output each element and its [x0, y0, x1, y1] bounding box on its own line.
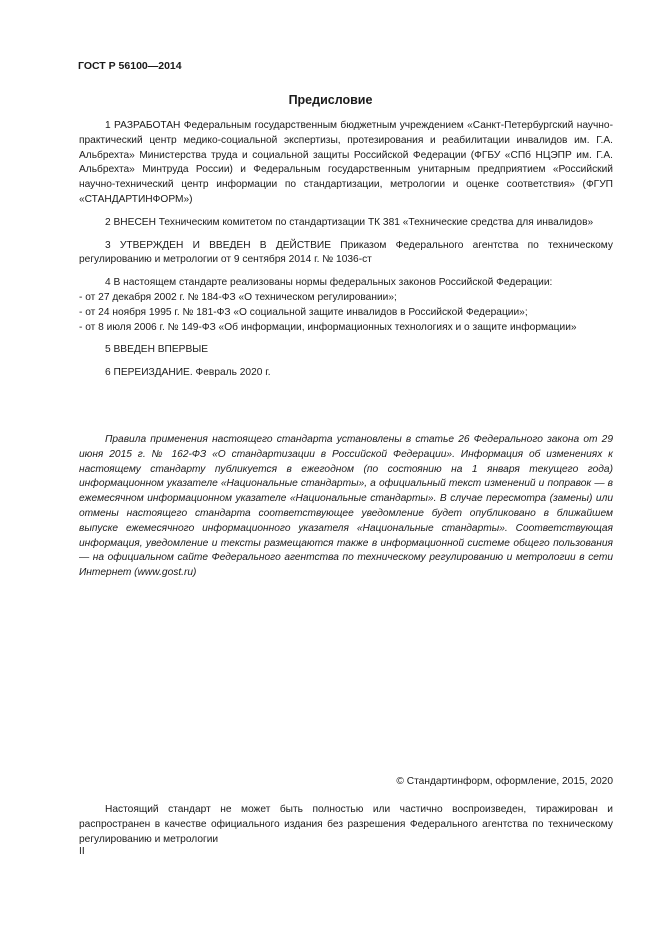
law-item: - от 8 июля 2006 г. № 149-ФЗ «Об информации, информационных технологиях и о защите информации» [79, 321, 577, 333]
law-item: - от 27 декабря 2002 г. № 184-ФЗ «О техническом регулировании»; [79, 291, 397, 303]
law-item: - от 24 ноября 1995 г. № 181-ФЗ «О социальной защите инвалидов в Российской Федерации»; [79, 306, 528, 318]
notice-text: Правила применения настоящего стандарта установлены в статье 26 Федерального закона от 29 июня 2015 г. № 162-ФЗ «О стандартизации в Российской Федерации». Информация об изменениях к настоящему стандарту публикуется в ежегодном (по состоянию на 1 января текущего года) информационном указателе «Национальные стандарты», а официальный текст изменений и поправок — в ежемесячном информационном указателе «Национальные стандарты». В случае пересмотра (замены) или отмены настоящего стандарта соответствующее уведомление будет опубликовано в ближайшем выпуске ежемесячного информационного указателя «Национальные стандарты». Соответствующая информация, уведомление и тексты размещаются также в информационной системе общего пользования — на официальном сайте Федерального агентства по техническому регулированию и метрологии в сети Интернет (www.gost.ru) [79, 434, 613, 579]
section-reissue: 6 ПЕРЕИЗДАНИЕ. Февраль 2020 г. [105, 367, 271, 379]
section-introduced: 2 ВНЕСЕН Техническим комитетом по стандартизации ТК 381 «Технические средства для инвалидов» [105, 216, 594, 228]
reproduction-notice [79, 803, 613, 847]
reproduction-text: Настоящий стандарт не может быть полностью или частично воспроизведен, тиражирован и распространен в качестве официального издания без разрешения Федерального агентства по техническому регулированию и метрологии [79, 804, 613, 845]
section-first-time: 5 ВВЕДЕН ВПЕРВЫЕ [105, 344, 209, 356]
copyright-line: © Стандартинформ, оформление, 2015, 2020 [396, 776, 613, 787]
section-developed: 1 РАЗРАБОТАН Федеральным государственным бюджетным учреждением «Санкт-Петербургский научно-практический центр медико-социальной экспертизы, протезирования и реабилитации инвалидов им. Г.А. Альбрехта» Министерства труда и социальной защиты Российской Федерации (ФГБУ «СПб НЦЭПР им. Г.А. Альбрехта» Минтруда России) и Федеральным государственным унитарным предприятием «Российский научно-технический центр информации по стандартизации, метрологии и оценке соответствия» (ФГУП «СТАНДАРТИНФОРМ») [79, 120, 613, 205]
page-title: Предисловие [288, 93, 373, 107]
section-approved: 3 УТВЕРЖДЕН И ВВЕДЕН В ДЕЙСТВИЕ Приказом Федерального агентства по техническому регулированию и метрологии от 9 сентября 2014 г. № 1036-ст [79, 239, 613, 266]
standard-code: ГОСТ Р 56100—2014 [78, 60, 182, 72]
section-laws-intro: 4 В настоящем стандарте реализованы нормы федеральных законов Российской Федерации: [105, 277, 553, 289]
page-number: II [79, 846, 85, 857]
standard-notice [79, 433, 613, 581]
preface-body [79, 119, 613, 381]
